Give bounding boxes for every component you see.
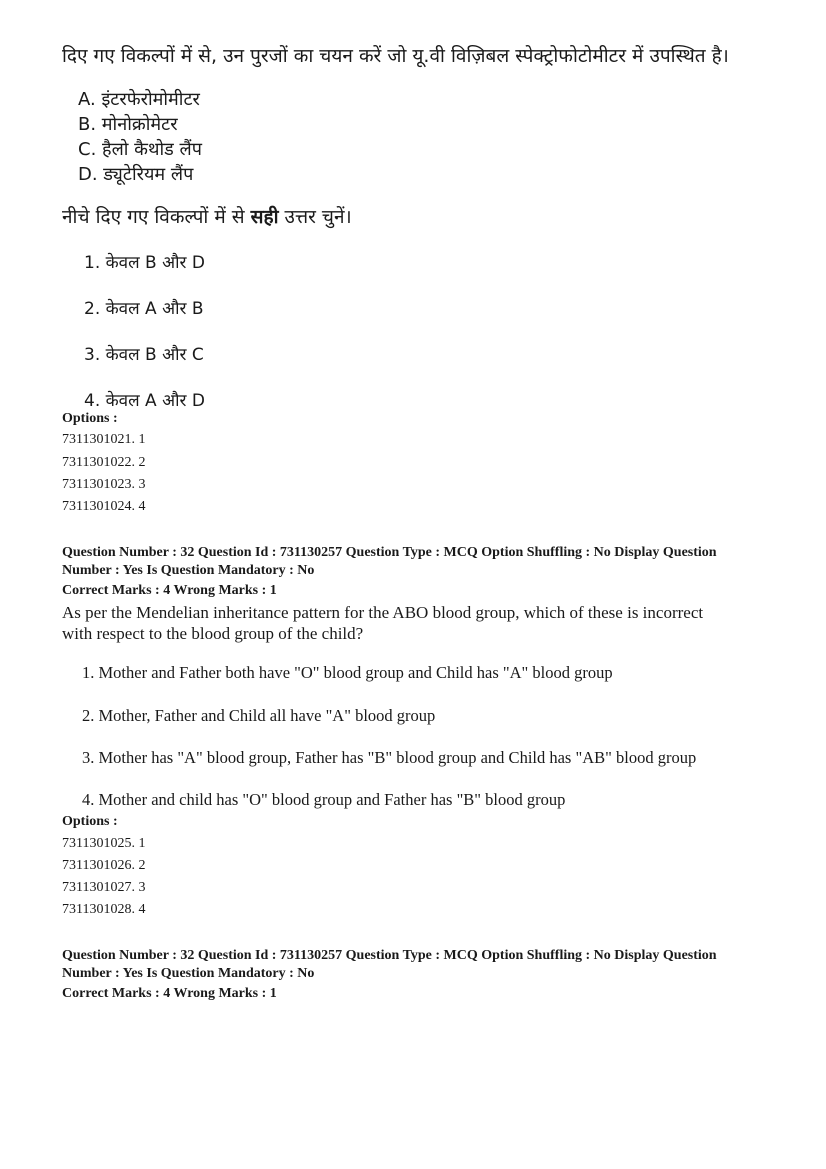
statement-item-b: B. मोनोक्रोमेटर xyxy=(78,114,178,135)
option-id-4: 7311301028. 4 xyxy=(62,902,146,917)
instruction-prefix: नीचे दिए गए विकल्पों में से xyxy=(62,206,251,228)
question-meta-line2-repeat: Number : Yes Is Question Mandatory : No xyxy=(62,966,315,981)
instruction-suffix: उत्तर चुनें। xyxy=(278,206,352,228)
option-id-2: 7311301022. 2 xyxy=(62,455,146,470)
option-id-3: 7311301027. 3 xyxy=(62,880,146,895)
statement-item-a: A. इंटरफेरोमोमीटर xyxy=(78,89,200,110)
instruction-text xyxy=(62,203,352,229)
option-id-3: 7311301023. 3 xyxy=(62,477,146,492)
instruction-emphasis: सही xyxy=(250,206,279,228)
option-id-2: 7311301026. 2 xyxy=(62,858,146,873)
options-label: Options : xyxy=(62,814,118,829)
answer-choice-1: 1. केवल B और D xyxy=(84,253,205,273)
question-text-line1: As per the Mendelian inheritance pattern for the ABO blood group, which of these is incorrect xyxy=(62,603,704,622)
option-id-1: 7311301021. 1 xyxy=(62,432,146,447)
question-meta-line2: Number : Yes Is Question Mandatory : No xyxy=(62,563,315,578)
answer-choice-3: 3. Mother has "A" blood group, Father has "B" blood group and Child has "AB" blood group xyxy=(82,748,697,767)
question-marks: Correct Marks : 4 Wrong Marks : 1 xyxy=(62,583,277,598)
question-text-line2: with respect to the blood group of the child? xyxy=(62,624,364,643)
answer-choice-1: 1. Mother and Father both have "O" blood group and Child has "A" blood group xyxy=(82,663,613,682)
question-meta-line1: Question Number : 32 Question Id : 731130257 Question Type : MCQ Option Shuffling : No Display Question xyxy=(62,545,717,560)
question-text-hindi: दिए गए विकल्पों में से, उन पुरजों का चयन करें जो यू.वी विज़िबल स्पेक्ट्रोफोटोमीटर में उपस्थित है। xyxy=(62,45,729,67)
answer-choice-2: 2. Mother, Father and Child all have "A" blood group xyxy=(82,706,436,725)
question-meta-line1-repeat: Question Number : 32 Question Id : 731130257 Question Type : MCQ Option Shuffling : No Display Question xyxy=(62,948,717,963)
option-id-1: 7311301025. 1 xyxy=(62,836,146,851)
option-id-4: 7311301024. 4 xyxy=(62,499,146,514)
answer-choice-4: 4. Mother and child has "O" blood group and Father has "B" blood group xyxy=(82,790,566,809)
statement-item-d: D. ड्यूटेरियम लैंप xyxy=(78,164,194,185)
statement-item-c: C. हैलो कैथोड लैंप xyxy=(78,139,202,160)
question-marks-repeat: Correct Marks : 4 Wrong Marks : 1 xyxy=(62,986,277,1001)
options-label: Options : xyxy=(62,411,118,426)
answer-choice-3: 3. केवल B और C xyxy=(84,345,204,365)
answer-choice-2: 2. केवल A और B xyxy=(84,299,204,319)
answer-choice-4: 4. केवल A और D xyxy=(84,391,205,411)
